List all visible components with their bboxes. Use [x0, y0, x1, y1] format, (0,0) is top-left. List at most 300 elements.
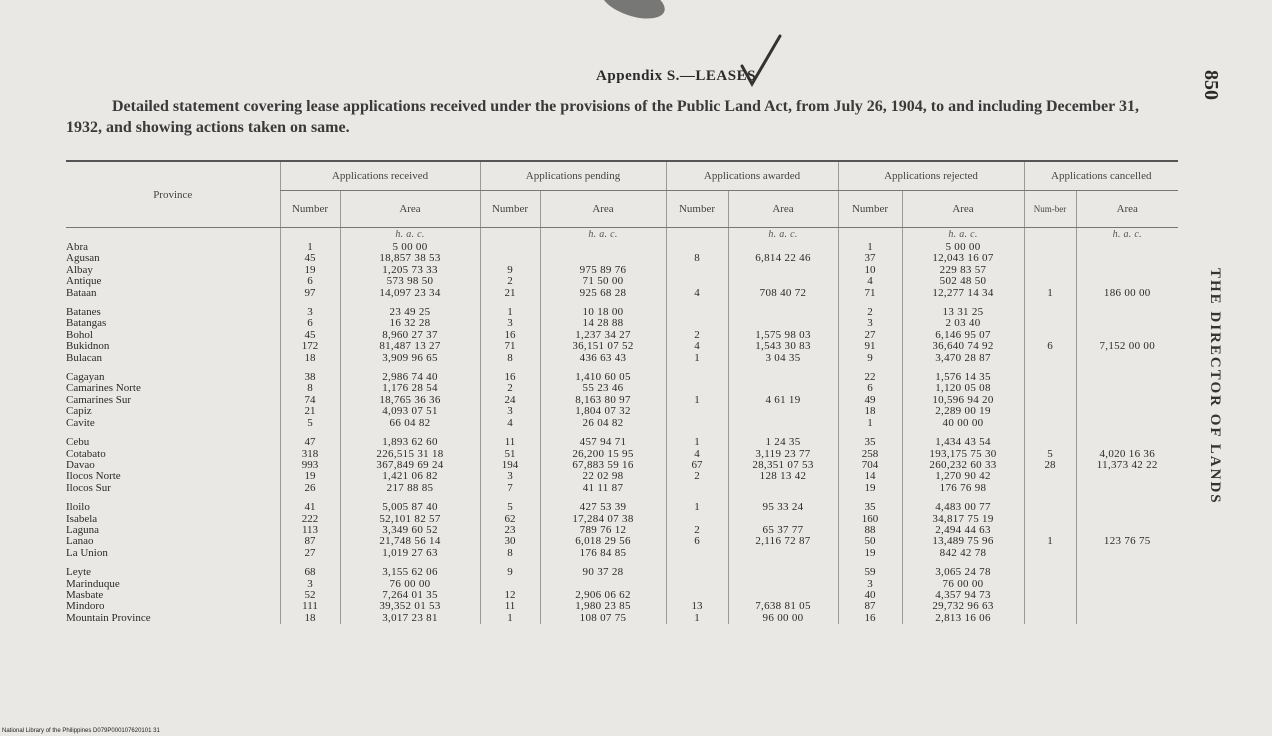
number-cell: 67	[666, 460, 728, 471]
table-row	[66, 536, 1178, 547]
area-cell	[728, 265, 838, 276]
number-cell: 993	[280, 460, 340, 471]
table-row	[66, 567, 1178, 578]
number-cell: 1	[280, 242, 340, 253]
group-header-rejected: Applications rejected	[838, 161, 1024, 191]
page-title: Appendix S.—LEASES	[596, 68, 756, 84]
number-cell	[666, 548, 728, 559]
number-cell: 6	[1024, 341, 1076, 352]
area-cell: 67,883 59 16	[540, 460, 666, 471]
number-cell: 4	[480, 418, 540, 429]
number-cell	[1024, 483, 1076, 494]
number-cell: 1	[666, 502, 728, 513]
number-cell	[1024, 502, 1076, 513]
number-cell	[666, 276, 728, 287]
area-cell: 1,980 23 85	[540, 601, 666, 612]
province-cell: Albay	[66, 264, 93, 276]
province-cell: Lanao	[66, 536, 94, 548]
area-cell: 26,200 15 95	[540, 449, 666, 460]
number-header-short: Num-ber	[1024, 191, 1076, 228]
number-cell: 9	[480, 265, 540, 276]
number-cell: 27	[838, 330, 902, 341]
area-cell: 18,857 38 53	[340, 253, 480, 264]
area-cell	[728, 307, 838, 318]
area-cell	[1076, 579, 1178, 590]
number-cell: 318	[280, 449, 340, 460]
number-cell	[1024, 395, 1076, 406]
area-cell: 1 24 35	[728, 437, 838, 448]
area-cell: 502 48 50	[902, 276, 1024, 287]
number-cell: 41	[280, 502, 340, 513]
area-units: h. a. c.	[340, 228, 480, 243]
number-cell	[480, 579, 540, 590]
table-row	[66, 341, 1178, 352]
number-cell: 50	[838, 536, 902, 547]
area-cell: 26 04 82	[540, 418, 666, 429]
area-cell	[728, 590, 838, 601]
number-cell: 13	[666, 601, 728, 612]
number-cell: 4	[666, 288, 728, 299]
province-cell: Ilocos Norte	[66, 471, 121, 483]
number-cell: 2	[666, 471, 728, 482]
table-description: Detailed statement covering lease applications received under the provisions of the Public Land Act, from July 26, 1904, to and including December 31, 1932, and showing actions taken on same.	[66, 98, 1139, 136]
number-cell: 52	[280, 590, 340, 601]
number-cell: 30	[480, 536, 540, 547]
running-side-heading: THE DIRECTOR OF LANDS	[1207, 268, 1223, 505]
number-cell: 9	[480, 567, 540, 578]
province-cell: Cebu	[66, 437, 90, 449]
province-cell: Davao	[66, 459, 95, 471]
number-cell: 2	[480, 383, 540, 394]
number-cell	[666, 242, 728, 253]
number-cell	[1024, 307, 1076, 318]
area-cell	[728, 318, 838, 329]
number-cell: 18	[280, 613, 340, 624]
number-cell	[1024, 318, 1076, 329]
number-cell	[666, 579, 728, 590]
area-cell: 12,043 16 07	[902, 253, 1024, 264]
province-cell: Isabela	[66, 513, 98, 525]
number-cell: 19	[280, 471, 340, 482]
area-cell: 1,434 43 54	[902, 437, 1024, 448]
province-header: Province	[66, 161, 280, 228]
area-cell: 3,155 62 06	[340, 567, 480, 578]
area-cell: 1,893 62 60	[340, 437, 480, 448]
area-cell	[1076, 372, 1178, 383]
area-cell: 436 63 43	[540, 353, 666, 364]
area-cell: 41 11 87	[540, 483, 666, 494]
section-spacer	[66, 429, 1178, 437]
area-cell: 7,152 00 00	[1076, 341, 1178, 352]
province-cell: Bataan	[66, 287, 97, 299]
number-cell: 8	[280, 383, 340, 394]
table-row	[66, 395, 1178, 406]
number-cell: 8	[480, 548, 540, 559]
area-header: Area	[728, 191, 838, 228]
units-row	[66, 228, 1178, 243]
area-cell: 76 00 00	[340, 579, 480, 590]
area-cell: 1,205 73 33	[340, 265, 480, 276]
number-cell	[1024, 253, 1076, 264]
leases-table	[66, 160, 1178, 624]
area-cell: 1,543 30 83	[728, 341, 838, 352]
number-cell	[1024, 601, 1076, 612]
area-cell: 66 04 82	[340, 418, 480, 429]
table-body	[66, 228, 1178, 625]
table-row	[66, 601, 1178, 612]
number-cell: 16	[838, 613, 902, 624]
table-row	[66, 460, 1178, 471]
table-row	[66, 437, 1178, 448]
number-cell: 7	[480, 483, 540, 494]
area-cell: 8,163 80 97	[540, 395, 666, 406]
number-cell: 3	[280, 579, 340, 590]
number-cell	[666, 383, 728, 394]
number-cell	[666, 590, 728, 601]
number-cell	[1024, 353, 1076, 364]
table-row	[66, 253, 1178, 264]
area-cell: 4,357 94 73	[902, 590, 1024, 601]
area-cell: 2,116 72 87	[728, 536, 838, 547]
area-cell: 5,005 87 40	[340, 502, 480, 513]
number-cell: 18	[280, 353, 340, 364]
area-cell: 65 37 77	[728, 525, 838, 536]
area-cell	[1076, 502, 1178, 513]
number-cell: 160	[838, 514, 902, 525]
area-cell	[1076, 613, 1178, 624]
area-cell: 2,906 06 62	[540, 590, 666, 601]
number-cell: 16	[480, 372, 540, 383]
province-cell: Cagayan	[66, 372, 105, 384]
number-cell	[1024, 471, 1076, 482]
number-cell: 6	[280, 276, 340, 287]
province-cell: Bohol	[66, 329, 93, 341]
area-cell: 6,814 22 46	[728, 253, 838, 264]
area-cell: 1,120 05 08	[902, 383, 1024, 394]
number-cell	[1024, 525, 1076, 536]
area-units: h. a. c.	[540, 228, 666, 243]
number-cell: 71	[480, 341, 540, 352]
table-row	[66, 372, 1178, 383]
area-cell: 36,151 07 52	[540, 341, 666, 352]
table-row	[66, 471, 1178, 482]
table-row	[66, 502, 1178, 513]
area-cell	[728, 548, 838, 559]
province-cell: Iloilo	[66, 502, 90, 514]
province-cell: Camarines Sur	[66, 394, 132, 406]
area-cell: 1,804 07 32	[540, 406, 666, 417]
area-cell: 193,175 75 30	[902, 449, 1024, 460]
area-cell: 55 23 46	[540, 383, 666, 394]
area-cell	[1076, 567, 1178, 578]
area-cell	[1076, 353, 1178, 364]
number-cell: 2	[666, 330, 728, 341]
area-units: h. a. c.	[728, 228, 838, 243]
table-row	[66, 406, 1178, 417]
page-number: 850	[1200, 70, 1222, 100]
table-row	[66, 514, 1178, 525]
number-cell	[666, 372, 728, 383]
province-cell: Ilocos Sur	[66, 482, 111, 494]
area-cell: 40 00 00	[902, 418, 1024, 429]
area-units: h. a. c.	[902, 228, 1024, 243]
number-cell: 12	[480, 590, 540, 601]
number-cell: 1	[480, 613, 540, 624]
area-cell: 229 83 57	[902, 265, 1024, 276]
area-cell: 367,849 69 24	[340, 460, 480, 471]
area-cell: 14 28 88	[540, 318, 666, 329]
number-cell	[1024, 406, 1076, 417]
number-cell: 1	[666, 353, 728, 364]
province-cell: Cavite	[66, 417, 95, 429]
area-cell: 2 03 40	[902, 318, 1024, 329]
table-row	[66, 353, 1178, 364]
area-cell: 34,817 75 19	[902, 514, 1024, 525]
table-row	[66, 330, 1178, 341]
number-header: Number	[666, 191, 728, 228]
area-cell: 13,489 75 96	[902, 536, 1024, 547]
number-cell: 19	[280, 265, 340, 276]
number-cell: 258	[838, 449, 902, 460]
number-cell: 3	[480, 471, 540, 482]
area-cell	[1076, 437, 1178, 448]
province-cell: Leyte	[66, 567, 92, 579]
area-cell	[728, 406, 838, 417]
area-cell	[728, 383, 838, 394]
area-cell: 13 31 25	[902, 307, 1024, 318]
area-cell: 29,732 96 63	[902, 601, 1024, 612]
number-cell: 1	[1024, 288, 1076, 299]
number-cell	[480, 253, 540, 264]
area-cell: 842 42 78	[902, 548, 1024, 559]
area-cell	[728, 483, 838, 494]
number-cell: 68	[280, 567, 340, 578]
area-cell	[1076, 253, 1178, 264]
area-cell	[1076, 395, 1178, 406]
area-cell: 176 84 85	[540, 548, 666, 559]
province-cell: Cotabato	[66, 448, 106, 460]
area-cell: 23 49 25	[340, 307, 480, 318]
area-cell: 14,097 23 34	[340, 288, 480, 299]
province-cell: Capiz	[66, 406, 92, 418]
area-cell: 3,349 60 52	[340, 525, 480, 536]
scan-footer: National Library of the Philippines D079P000107620101 31	[2, 728, 160, 734]
number-cell	[666, 567, 728, 578]
number-cell	[1024, 330, 1076, 341]
number-header: Number	[480, 191, 540, 228]
area-cell	[728, 579, 838, 590]
area-cell: 1,237 34 27	[540, 330, 666, 341]
number-cell: 18	[838, 406, 902, 417]
number-cell: 172	[280, 341, 340, 352]
area-cell: 81,487 13 27	[340, 341, 480, 352]
area-cell	[728, 418, 838, 429]
number-cell: 2	[666, 525, 728, 536]
number-cell: 24	[480, 395, 540, 406]
province-cell: Laguna	[66, 524, 99, 536]
number-cell: 3	[280, 307, 340, 318]
area-cell: 108 07 75	[540, 613, 666, 624]
province-cell: Marinduque	[66, 578, 120, 590]
area-cell: 1,575 98 03	[728, 330, 838, 341]
area-cell: 3,119 23 77	[728, 449, 838, 460]
number-header: Number	[838, 191, 902, 228]
number-cell: 35	[838, 437, 902, 448]
area-cell: 28,351 07 53	[728, 460, 838, 471]
group-header-pending: Applications pending	[480, 161, 666, 191]
area-cell: 5 00 00	[902, 242, 1024, 253]
number-cell: 111	[280, 601, 340, 612]
area-cell: 427 53 39	[540, 502, 666, 513]
number-cell: 26	[280, 483, 340, 494]
area-cell	[1076, 471, 1178, 482]
number-cell: 11	[480, 437, 540, 448]
table-row	[66, 579, 1178, 590]
number-cell	[480, 242, 540, 253]
area-cell	[728, 276, 838, 287]
area-cell	[1076, 514, 1178, 525]
number-cell: 4	[666, 341, 728, 352]
number-cell: 1	[666, 437, 728, 448]
province-cell: La Union	[66, 547, 108, 559]
province-cell: Bulacan	[66, 352, 103, 364]
area-cell: 176 76 98	[902, 483, 1024, 494]
number-cell: 21	[280, 406, 340, 417]
table-row	[66, 318, 1178, 329]
area-cell	[1076, 318, 1178, 329]
area-cell: 975 89 76	[540, 265, 666, 276]
area-cell: 3,065 24 78	[902, 567, 1024, 578]
number-cell: 51	[480, 449, 540, 460]
number-cell: 16	[480, 330, 540, 341]
number-header: Number	[280, 191, 340, 228]
number-cell: 27	[280, 548, 340, 559]
number-cell	[1024, 514, 1076, 525]
area-cell: 12,277 14 34	[902, 288, 1024, 299]
area-cell: 3,909 96 65	[340, 353, 480, 364]
area-cell: 226,515 31 18	[340, 449, 480, 460]
province-cell: Batanes	[66, 307, 101, 319]
group-header-awarded: Applications awarded	[666, 161, 838, 191]
number-cell	[666, 483, 728, 494]
number-cell	[1024, 242, 1076, 253]
area-cell	[728, 372, 838, 383]
area-cell: 708 40 72	[728, 288, 838, 299]
number-cell	[1024, 613, 1076, 624]
area-cell: 16 32 28	[340, 318, 480, 329]
area-cell	[728, 514, 838, 525]
number-cell: 97	[280, 288, 340, 299]
number-cell: 6	[280, 318, 340, 329]
province-cell: Abra	[66, 242, 88, 253]
number-cell	[1024, 567, 1076, 578]
table-row	[66, 449, 1178, 460]
number-cell: 2	[480, 276, 540, 287]
area-cell: 4,483 00 77	[902, 502, 1024, 513]
number-cell: 47	[280, 437, 340, 448]
area-cell: 8,960 27 37	[340, 330, 480, 341]
number-cell	[1024, 548, 1076, 559]
area-cell	[1076, 406, 1178, 417]
number-cell: 10	[838, 265, 902, 276]
area-cell: 95 33 24	[728, 502, 838, 513]
area-units: h. a. c.	[1076, 228, 1178, 243]
area-cell: 1,410 60 05	[540, 372, 666, 383]
number-cell: 87	[838, 601, 902, 612]
area-cell: 3,470 28 87	[902, 353, 1024, 364]
number-cell: 19	[838, 483, 902, 494]
number-cell: 87	[280, 536, 340, 547]
number-cell: 88	[838, 525, 902, 536]
number-cell	[666, 418, 728, 429]
area-cell: 71 50 00	[540, 276, 666, 287]
number-cell: 45	[280, 330, 340, 341]
area-cell: 76 00 00	[902, 579, 1024, 590]
number-cell	[1024, 276, 1076, 287]
area-cell	[1076, 276, 1178, 287]
number-cell: 1	[838, 242, 902, 253]
number-cell: 5	[480, 502, 540, 513]
number-cell: 8	[480, 353, 540, 364]
number-cell: 4	[838, 276, 902, 287]
area-cell	[1076, 548, 1178, 559]
table-row	[66, 307, 1178, 318]
number-cell: 74	[280, 395, 340, 406]
number-cell: 11	[480, 601, 540, 612]
area-cell	[1076, 601, 1178, 612]
area-cell	[1076, 383, 1178, 394]
area-cell: 4,020 16 36	[1076, 449, 1178, 460]
area-cell	[540, 579, 666, 590]
number-cell: 9	[838, 353, 902, 364]
area-cell	[1076, 590, 1178, 601]
area-cell: 1,176 28 54	[340, 383, 480, 394]
area-cell: 789 76 12	[540, 525, 666, 536]
number-cell	[1024, 372, 1076, 383]
section-spacer	[66, 364, 1178, 372]
number-cell	[1024, 265, 1076, 276]
area-cell	[1076, 330, 1178, 341]
number-cell: 14	[838, 471, 902, 482]
area-header: Area	[340, 191, 480, 228]
province-cell: Mountain Province	[66, 612, 151, 624]
table-row	[66, 418, 1178, 429]
number-cell: 6	[838, 383, 902, 394]
area-cell	[1076, 418, 1178, 429]
province-cell: Antique	[66, 276, 102, 288]
section-spacer	[66, 299, 1178, 307]
number-cell: 3	[480, 318, 540, 329]
area-cell	[728, 567, 838, 578]
area-cell: 39,352 01 53	[340, 601, 480, 612]
table-row	[66, 525, 1178, 536]
table-row	[66, 383, 1178, 394]
number-cell	[666, 265, 728, 276]
area-cell: 6,018 29 56	[540, 536, 666, 547]
province-cell: Masbate	[66, 589, 104, 601]
number-cell: 194	[480, 460, 540, 471]
number-cell: 5	[280, 418, 340, 429]
section-spacer	[66, 494, 1178, 502]
area-cell: 18,765 36 36	[340, 395, 480, 406]
number-cell	[1024, 590, 1076, 601]
province-cell: Mindoro	[66, 601, 105, 613]
number-cell: 222	[280, 514, 340, 525]
area-cell: 1,576 14 35	[902, 372, 1024, 383]
area-cell: 925 68 28	[540, 288, 666, 299]
number-cell	[1024, 418, 1076, 429]
number-cell: 59	[838, 567, 902, 578]
